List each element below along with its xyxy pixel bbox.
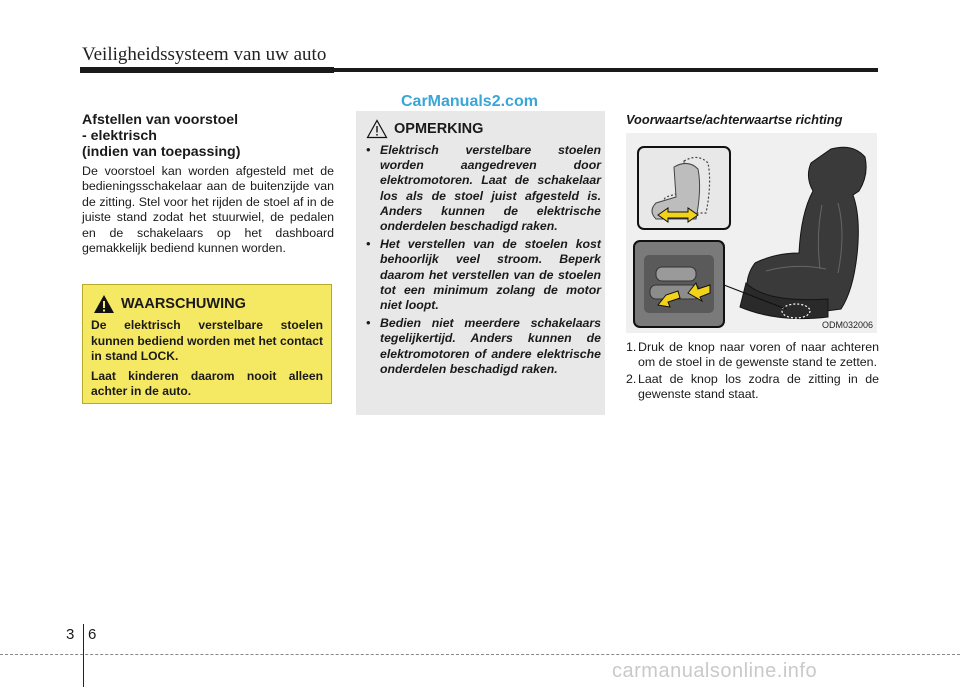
note-list (366, 143, 601, 380)
section-heading-line: (indien van toepassing) (82, 144, 241, 160)
note-item (366, 237, 601, 313)
footer-dashed-rule (0, 654, 960, 655)
section-heading-line: Afstellen van voorstoel (82, 112, 239, 128)
warning-paragraph: De elektrisch verstelbare stoelen kunnen bediend worden met het contact in stand LOCK. (91, 318, 323, 363)
watermark-bottom[interactable]: carmanualsonline.info (612, 660, 818, 682)
step-text: Druk de knop naar voren of naar achteren om de stoel in de gewenste stand te zetten. (638, 340, 879, 370)
header-rule-accent (80, 67, 334, 73)
section-body-text: De voorstoel kan worden afgesteld met de bedieningsschakelaar aan de buitenzijde van de zitting. Stel voor het rijden de stoel af in de juiste stand zodat het stuurwiel, de pedalen en de schakelaars op het dashboard gemakkelijk bediend kunnen worden. (82, 164, 334, 256)
figure-label: ODM032006 (821, 320, 873, 330)
seat-switch-inset (634, 241, 724, 327)
footer-divider (83, 624, 84, 687)
power-seat-image (740, 147, 866, 318)
caution-triangle-icon (366, 119, 388, 139)
step-number: 1. (626, 340, 637, 354)
note-item-text: Het verstellen van de stoelen kost behoorlijk veel stroom. Beperk daarom het verstellen van de stoelen tot een minimum zolang de motor niet loopt. (380, 237, 601, 313)
bullet: • (366, 143, 371, 157)
warning-title: WAARSCHUWING (121, 296, 246, 312)
warning-triangle-icon (93, 294, 115, 314)
section-heading-line: - elektrisch (82, 128, 157, 144)
bullet: • (366, 237, 371, 252)
watermark-top[interactable]: CarManuals2.com (401, 93, 538, 110)
page-header-title: Veiligheidssysteem van uw auto (82, 44, 327, 65)
section-heading (82, 112, 332, 160)
bullet: • (366, 316, 371, 331)
note-item (366, 316, 601, 377)
warning-box (82, 284, 332, 404)
warning-paragraph: Laat kinderen daarom nooit alleen achter in de auto. (91, 368, 323, 398)
step-text: Laat de knop los zodra de zitting in de gewenste stand staat. (638, 371, 879, 401)
page-number: 6 (88, 626, 97, 643)
steps-list (626, 340, 879, 403)
seat-position-inset (638, 147, 730, 229)
note-header (366, 119, 483, 139)
figure-caption: Voorwaartse/achterwaartse richting (626, 112, 843, 127)
seat-illustration (626, 133, 877, 333)
note-item-text: Bedien niet meerdere schakelaars tegelijkertijd. Anders kunnen de elektromotoren of andere elektrische onderdelen beschadigd raken. (380, 316, 601, 376)
seat-adjustment-figure (626, 133, 877, 333)
note-title: OPMERKING (394, 121, 484, 137)
note-item-text: Elektrisch verstelbare stoelen worden aangedreven door elektromotoren. Laat de schakelaar los als de stoel juist afgesteld is. Anders kunnen de elektrische onderdelen beschadigd raken. (380, 143, 601, 234)
warning-body (91, 318, 323, 404)
step-number: 2. (626, 371, 637, 386)
note-box (356, 111, 605, 415)
chapter-number: 3 (66, 626, 75, 643)
warning-header (93, 293, 246, 315)
step-item (626, 340, 879, 371)
step-item (626, 372, 879, 403)
note-item (366, 143, 601, 234)
